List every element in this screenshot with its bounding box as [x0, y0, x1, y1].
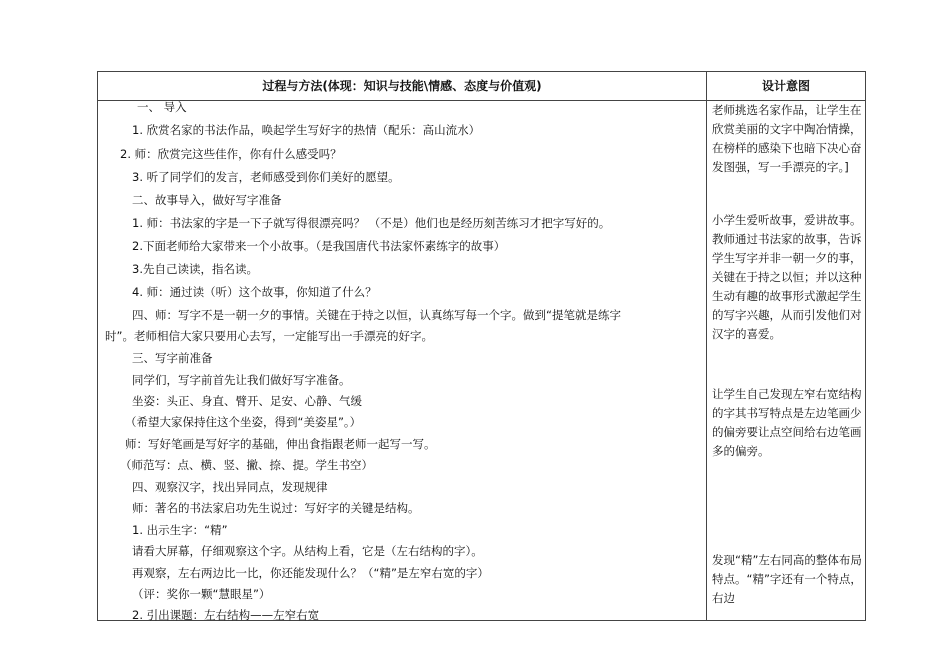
- text-line: 请看大屏幕，仔细观察这个字。从结构上看，它是（左右结构的字）。: [132, 544, 483, 558]
- text-line: 1. 欣赏名家的书法作品，唤起学生写好字的热情（配乐：高山流水）: [132, 123, 481, 137]
- column-divider: [706, 72, 707, 620]
- section-heading: 二、故事导入，做好写字准备: [132, 193, 282, 207]
- design-intent-note: 让学生自己发现左窄右宽结构的字其书写特点是左边笔画少的偏旁要让点空间给右边笔画多的偏旁。: [712, 387, 862, 458]
- section-heading: 四、观察汉字，找出异同点，发现规律: [132, 480, 328, 494]
- section-heading: 三、写字前准备: [132, 351, 213, 365]
- lesson-plan-table: [97, 71, 866, 621]
- text-line: 4. 师：通过读（听）这个故事，你知道了什么？: [132, 285, 377, 299]
- design-intent-note: 老师挑选名家作品，让学生在欣赏美丽的文字中陶冶情操，在榜样的感染下也暗下决心奋发图强，写一手漂亮的字。]: [712, 103, 862, 174]
- text-line: 同学们，写字前首先让我们做好写字准备。: [132, 373, 351, 387]
- text-line: 师：著名的书法家启功先生说过：写好字的关键是结构。: [132, 501, 420, 515]
- design-intent-note: 发现“精”左右同高的整体布局特点。“精”字还有一个特点，右边: [712, 553, 862, 605]
- text-line: （师范写：点、横、竖、撇、捺、提。学生书空）: [120, 458, 373, 472]
- section-heading: 一、 导入: [137, 100, 187, 114]
- text-line: 1. 出示生字：“精”: [132, 523, 228, 537]
- design-intent-note: 小学生爱听故事，爱讲故事。教师通过书法家的故事，告诉学生写字并非一朝一夕的事，关键在于持之以恒；并以这种生动有趣的故事形式激起学生的写字兴趣，从而引发他们对汉字的喜爱。: [712, 213, 862, 341]
- text-line: 四、师：写字不是一朝一夕的事情。关键在于持之以恒，认真练写每一个字。做到“提笔就是练字: [132, 308, 621, 322]
- text-line: 2. 师：欣赏完这些佳作，你有什么感受吗？: [120, 147, 342, 161]
- text-line: 师：写好笔画是写好字的基础，伸出食指跟老师一起写一写。: [125, 437, 436, 451]
- text-line: 3. 听了同学们的发言，老师感受到你们美好的愿望。: [132, 170, 400, 184]
- text-line: 2. 引出课题：左右结构——左窄右宽: [132, 608, 320, 622]
- header-process-methods: 过程与方法(体现：知识与技能\情感、态度与价值观): [262, 79, 542, 93]
- text-line: （评：奖你一颗“慧眼星”）: [132, 587, 271, 601]
- text-line: 2.下面老师给大家带来一个小故事。（是我国唐代书法家怀素练字的故事）: [132, 239, 506, 253]
- text-line: 1. 师：书法家的字是一下子就写得很漂亮吗？ （不是）他们也是经历刻苦练习才把字写好的。: [132, 216, 611, 230]
- text-line: 时”。老师相信大家只要用心去写，一定能写出一手漂亮的好字。: [105, 329, 433, 343]
- text-line: 3.先自己读读，指名读。: [132, 262, 258, 276]
- header-design-intent: 设计意图: [761, 79, 810, 93]
- text-line: 坐姿：头正、身直、臂开、足安、心静、气缓: [132, 394, 362, 408]
- text-line: （希望大家保持住这个坐姿，得到“美姿星”。）: [125, 415, 362, 429]
- text-line: 再观察，左右两边比一比，你还能发现什么？（“精”是左窄右宽的字）: [132, 566, 489, 580]
